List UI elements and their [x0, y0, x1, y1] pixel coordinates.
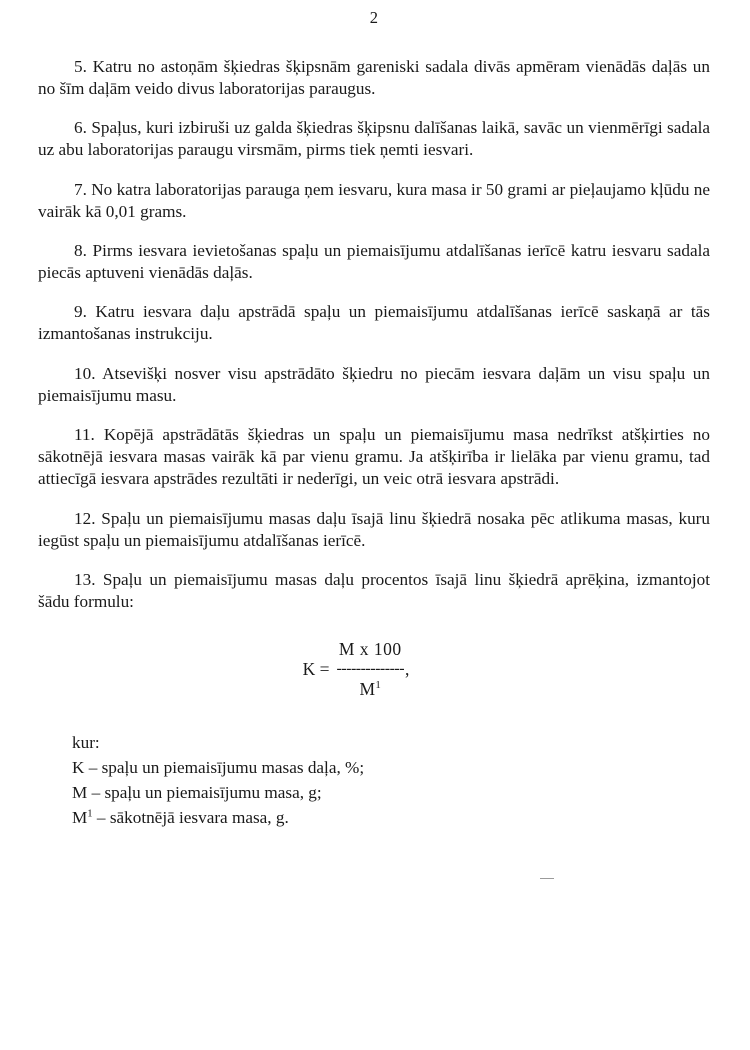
formula-denominator-base: M — [359, 678, 376, 699]
legend-m1-superscript: 1 — [87, 808, 93, 820]
formula-numerator: M x 100 — [338, 639, 402, 660]
paragraph-9: 9. Katru iesvara daļu apstrādā spaļu un piemaisījumu atdalīšanas ierīcē saskaņā ar tās izmantošanas instrukciju. — [38, 302, 710, 344]
paragraph-5: 5. Katru no astoņām šķiedras šķipsnām gareniski sadala divās apmēram vienādās daļās un no šīm daļām veido divus laboratorijas paraugus. — [38, 56, 710, 98]
paragraph-7: 7. No katra laboratorijas parauga ņem iesvaru, kura masa ir 50 grami ar pieļaujamo kļūdu ne vairāk kā 0,01 grams. — [38, 179, 710, 221]
paragraph-10: 10. Atsevišķi nosver visu apstrādāto šķiedru no piecām iesvara daļām un visu spaļu un piemaisījumu masu. — [38, 363, 710, 405]
legend-line-m: M – spaļu un piemaisījumu masa, g; — [72, 783, 322, 803]
legend-intro: kur: — [72, 732, 100, 752]
legend-line-k: K – spaļu un piemaisījumu masas daļa, %; — [72, 757, 365, 777]
formula-fraction-bar: -------------- — [336, 660, 405, 677]
formula-legend — [38, 730, 710, 831]
formula-fraction — [336, 639, 404, 699]
legend-m1-base: M — [72, 808, 88, 828]
paragraph-11: 11. Kopējā apstrādātās šķiedras un spaļu un piemaisījumu masa nedrīkst atšķirties no sākotnējā iesvara masas vairāk kā par vienu gramu. Ja atšķirība ir lielāka par vienu gramu, tad attiecīgā iesvara apstrādes rezultāti ir nederīgi, un veic otrā iesvara apstrādi. — [38, 425, 710, 489]
formula-denominator-superscript: 1 — [375, 679, 382, 692]
paragraph-8: 8. Pirms iesvara ievietošanas spaļu un piemaisījumu atdalīšanas ierīcē katru iesvaru sadala piecās aptuveni vienādās daļās. — [38, 240, 710, 283]
paragraph-12: 12. Spaļu un piemaisījumu masas daļu īsajā linu šķiedrā nosaka pēc atlikuma masas, kuru iegūst spaļu un piemaisījumu atdalīšanas ierīcē. — [38, 508, 710, 550]
paragraph-6: 6. Spaļus, kuri izbiruši uz galda šķiedras šķipsnu dalīšanas laikā, savāc un vienmērīgi sadala uz abu laboratorijas paraugu virsmām, pirms tiek ņemti iesvari. — [38, 118, 710, 160]
formula-denominator — [359, 679, 381, 700]
legend-m1-text: – sākotnējā iesvara masa, g. — [92, 808, 289, 828]
legend-line-m1 — [72, 805, 710, 830]
paragraph-13: 13. Spaļu un piemaisījumu masas daļu procentos īsajā linu šķiedrā aprēķina, izmantojot šādu formulu: — [38, 569, 710, 612]
page-number: 2 — [369, 8, 379, 27]
formula-block — [38, 639, 710, 699]
formula-left-side: K = — [302, 658, 330, 679]
stray-scan-mark — [540, 878, 554, 879]
formula-trailing-comma: , — [405, 658, 410, 679]
